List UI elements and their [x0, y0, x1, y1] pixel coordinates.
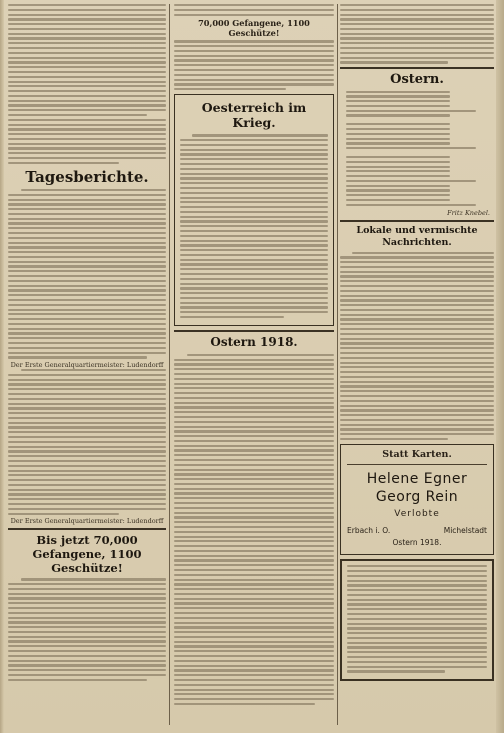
signoff-ludendorff-1: Der Erste Generalquartiermeister: Ludendorff	[10, 361, 164, 370]
ostern-1918-section	[174, 335, 334, 705]
ostern-poem	[340, 72, 494, 217]
page-fold-shadow	[0, 0, 4, 733]
oesterreich-title: Oesterreich im Krieg.	[201, 100, 307, 131]
column-1	[8, 4, 166, 727]
statt-karten-header: Statt Karten.	[382, 449, 452, 461]
poem-stanza-2	[340, 123, 494, 149]
engagement-announcement	[340, 444, 494, 555]
lokales-title: Lokale und vermischte Nachrichten.	[356, 224, 478, 248]
tagesberichte-section	[8, 168, 166, 525]
column-2	[174, 4, 334, 727]
announcement-status: Verlobte	[394, 509, 440, 520]
announcement-name-1: Helene Egner	[366, 471, 468, 488]
col2-top-box	[174, 4, 334, 90]
poem-stanza-1	[340, 91, 494, 117]
ostern-poem-title: Ostern.	[390, 71, 444, 87]
bulletin-section	[8, 533, 166, 681]
poem-stanza-3	[340, 156, 494, 206]
announcement-name-2: Georg Rein	[375, 489, 459, 506]
announcement-place-left: Erbach i. O.	[347, 526, 391, 536]
announcement-date: Ostern 1918.	[392, 538, 442, 548]
col3-top-paragraph	[340, 4, 494, 64]
col1-top-paragraph	[8, 4, 166, 164]
page-edge-shadow	[496, 0, 504, 733]
column-rule-2	[337, 4, 338, 725]
poem-author: Fritz Knebel.	[447, 208, 490, 217]
ostern-1918-title: Ostern 1918.	[210, 334, 298, 349]
column-3	[340, 4, 494, 727]
tagesberichte-title: Tagesberichte.	[25, 167, 149, 186]
bank-notice-box	[340, 559, 494, 681]
bulletin-headline: Bis jetzt 70,000 Gefangene, 1100 Geschütze!	[32, 533, 142, 576]
signoff-ludendorff-2: Der Erste Generalquartiermeister: Ludendorff	[10, 517, 164, 526]
col2-top-headline: 70,000 Gefangene, 1100 Geschütze!	[198, 18, 310, 39]
lokales-section	[340, 225, 494, 441]
column-rule-1	[169, 4, 170, 725]
oesterreich-box	[174, 94, 334, 325]
announcement-place-right: Michelstadt	[443, 526, 487, 536]
